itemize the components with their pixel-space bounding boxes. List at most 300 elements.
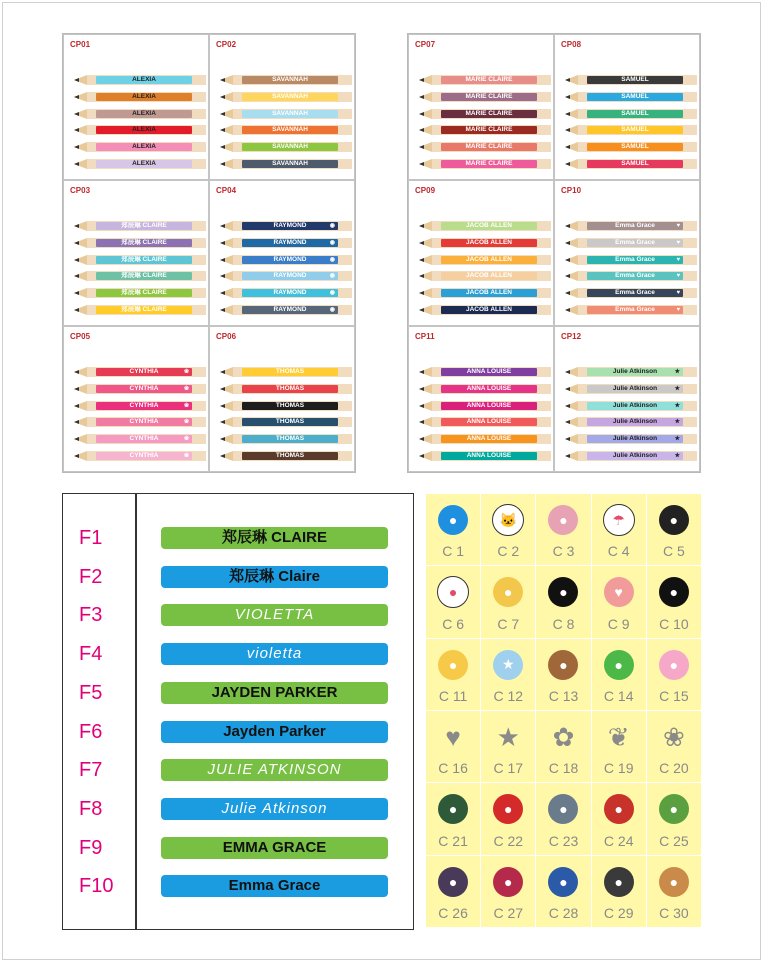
font-sample-bar[interactable]: violetta: [161, 643, 388, 665]
pencil: [220, 367, 352, 377]
pencil-label-icon: ♥: [676, 307, 680, 313]
pencil-name-text: SAVANNAH: [272, 76, 308, 83]
heart-icon: ♥: [445, 721, 461, 752]
pencil-lead: [74, 274, 79, 278]
pencil: [220, 159, 352, 169]
clipart-code: C 27: [493, 905, 524, 921]
clipart-code: C 6: [442, 615, 464, 632]
clipart-item[interactable]: [481, 783, 536, 855]
pencil-name-label: [587, 126, 683, 134]
pencil-name-label: [96, 160, 192, 168]
clipart-code: C 25: [659, 832, 689, 849]
pencil-set-cp03[interactable]: [63, 180, 209, 326]
pencil-set-code: CP03: [70, 186, 91, 195]
pencil: [220, 109, 352, 119]
pencil-label-icon: ★: [674, 453, 680, 459]
clipart-item[interactable]: [647, 856, 702, 928]
pencil-lead: [74, 241, 79, 245]
clipart-code: C 20: [659, 760, 689, 777]
pencil-name-text: RAYMOND: [273, 272, 307, 280]
clipart-item[interactable]: [647, 783, 702, 855]
pencil-name-text: MARIE CLAIRE: [465, 76, 513, 83]
pencil-name-label: [96, 385, 192, 393]
pencil-grid-left: [62, 33, 356, 473]
pencil: [419, 125, 551, 135]
pencil-name-text: SAMUEL: [621, 143, 649, 151]
pencil-name-label: [242, 306, 338, 314]
pencil-name-label: [441, 402, 537, 410]
pencil-lead: [220, 145, 225, 149]
pencil-name-text: Emma Grace: [615, 272, 655, 280]
pencil-lead: [220, 437, 225, 441]
pencil-name-label: [587, 76, 683, 84]
pencil-name-label: [587, 289, 683, 297]
pencil-name-text: RAYMOND: [273, 238, 307, 246]
clipart-item[interactable]: [536, 639, 591, 711]
pencil-lead: [74, 454, 79, 458]
pencil-lead: [74, 112, 79, 116]
pencil: [419, 255, 551, 265]
pencil-lead: [419, 437, 424, 441]
clipart-code: C 2: [497, 543, 520, 560]
pencil-lead: [419, 78, 424, 82]
clipart-code: C 30: [659, 905, 689, 921]
pencil: [74, 92, 206, 102]
pencil-lead: [565, 437, 570, 441]
pencil-lead: [565, 454, 570, 458]
clipart-code: C 18: [548, 760, 579, 777]
font-code: F8: [79, 797, 103, 820]
font-code: F3: [79, 604, 103, 627]
pencil: [74, 384, 206, 394]
pencil: [565, 401, 697, 411]
pencil-name-text: 郑辰琳 CLAIRE: [121, 272, 167, 280]
pencil-lead: [74, 387, 79, 391]
pencil-name-text: ALEXIA: [132, 76, 156, 83]
pencil-set-cp08[interactable]: [554, 34, 700, 180]
pencil-lead: [74, 437, 79, 441]
clipart-code: C 24: [603, 832, 634, 849]
girl-hearts-icon-shape: ♥: [604, 577, 634, 607]
clipart-item[interactable]: [592, 566, 647, 638]
font-sample-row[interactable]: [63, 873, 413, 899]
spiderman-icon-shape: ●: [493, 794, 523, 824]
pencil-lead: [565, 274, 570, 278]
pencil-lead: [565, 387, 570, 391]
pencil-name-label: [242, 272, 338, 280]
doraemon-icon: [437, 504, 469, 536]
pencil-name-text: Julie Atkinson: [612, 384, 658, 392]
clipart-code: C 8: [552, 615, 575, 632]
pencil: [74, 288, 206, 298]
font-sample-bar[interactable]: JAYDEN PARKER: [161, 682, 388, 704]
pencil: [220, 271, 352, 281]
pencil-lead: [565, 308, 570, 312]
pencil: [220, 255, 352, 265]
pencil-label-icon: ❀: [183, 419, 189, 426]
clipart-item[interactable]: [481, 711, 536, 783]
pencil-name-label: [441, 435, 537, 443]
pencil-name-text: Julie Atkinson: [612, 435, 658, 443]
clipart-item[interactable]: [426, 711, 481, 783]
star-icon: ★: [496, 721, 520, 752]
clipart-item[interactable]: [647, 494, 702, 566]
pencil-name-text: ANNA LOUISE: [466, 452, 512, 459]
clipart-item[interactable]: [481, 856, 536, 928]
font-code: F10: [79, 875, 114, 898]
flower-icon: ✿: [552, 721, 575, 752]
thor-icon-shape: ●: [548, 794, 578, 824]
pencil-name-label: [242, 368, 338, 376]
pencil-name-text: JACOB ALLEN: [466, 222, 512, 229]
pencil-lead: [419, 128, 424, 132]
pencil-set-code: CP09: [415, 186, 436, 195]
pencil: [565, 305, 697, 315]
font-sample-row[interactable]: [63, 641, 413, 667]
pencil-name-label: [242, 110, 338, 118]
pencil-lead: [74, 145, 79, 149]
pencil: [565, 75, 697, 85]
pencil-lead: [419, 258, 424, 262]
pencil-name-label: [242, 222, 338, 230]
pencil-lead: [419, 112, 424, 116]
clipart-item[interactable]: [426, 783, 481, 855]
pencil-name-label: [587, 222, 683, 230]
pencil-set-cp11[interactable]: [408, 326, 554, 472]
font-sample-row[interactable]: [63, 680, 413, 706]
pencil-lead: [565, 95, 570, 99]
pencil-set-cp02[interactable]: [209, 34, 355, 180]
pencil-set-code: CP11: [415, 332, 435, 341]
font-sample-bar[interactable]: EMMA GRACE: [161, 837, 388, 859]
pencil-lead: [74, 258, 79, 262]
pencil: [220, 142, 352, 152]
pencil-name-text: CYNTHIA: [129, 368, 159, 375]
pencil-label-icon: ❀: [183, 369, 189, 375]
molang-icon-shape: ●: [437, 576, 469, 608]
pencil: [74, 271, 206, 281]
font-sample-bar[interactable]: Emma Grace: [161, 875, 388, 897]
font-sample-row[interactable]: [63, 835, 413, 861]
pencil-lead: [419, 145, 424, 149]
clipart-item[interactable]: [647, 566, 702, 638]
pencil-name-label: [242, 93, 338, 101]
pencil-lead: [565, 241, 570, 245]
clipart-panel: [426, 494, 702, 928]
pencil-name-text: JACOB ALLEN: [466, 255, 512, 263]
pencil: [565, 109, 697, 119]
pencil-set-cp09[interactable]: [408, 180, 554, 326]
hello-kitty-icon-shape: 🐱: [492, 504, 524, 536]
pencil-set-code: CP06: [216, 332, 237, 341]
clipart-item[interactable]: [592, 711, 647, 783]
pencil-name-label: [587, 272, 683, 280]
pencil-lead: [74, 308, 79, 312]
pencil: [419, 271, 551, 281]
pencil-name-label: [441, 76, 537, 84]
pencil-name-text: CYNTHIA: [129, 435, 159, 443]
pencil: [419, 75, 551, 85]
pencil-name-text: RAYMOND: [273, 222, 307, 229]
clipart-code: C 26: [438, 905, 468, 921]
pencil-name-text: Julie Atkinson: [612, 368, 658, 375]
pencil-name-label: [441, 272, 537, 280]
pencil: [419, 288, 551, 298]
pencil-set-cp04[interactable]: [209, 180, 355, 326]
pencil-set-cp12[interactable]: [554, 326, 700, 472]
pencil-name-text: SAMUEL: [621, 126, 649, 134]
clipart-item[interactable]: [481, 566, 536, 638]
pencil-name-label: [242, 126, 338, 134]
pencil: [565, 271, 697, 281]
pencil-name-label: [242, 385, 338, 393]
my-melody-icon: [658, 649, 690, 681]
clipart-item[interactable]: [647, 711, 702, 783]
font-sample-row[interactable]: [63, 757, 413, 783]
pencil: [74, 417, 206, 427]
pencil-name-label: [96, 435, 192, 443]
pencil-lead: [419, 274, 424, 278]
font-sample-row[interactable]: [63, 719, 413, 745]
hulk-icon: [658, 793, 690, 825]
gudetama-icon-shape: ●: [438, 650, 468, 680]
pencil-set-code: CP10: [561, 186, 582, 195]
pencil-name-label: [242, 239, 338, 247]
pencil-set-cp05[interactable]: [63, 326, 209, 472]
loki-icon: [437, 793, 469, 825]
pencil-name-text: ALEXIA: [132, 126, 156, 134]
clipart-code: C 17: [493, 760, 524, 777]
pencil-lead: [220, 404, 225, 408]
pencil-lead: [565, 112, 570, 116]
pencil-label-icon: ★: [674, 436, 680, 443]
pencil-name-text: THOMAS: [275, 384, 305, 392]
pencil: [565, 384, 697, 394]
pencil-lead: [74, 128, 79, 132]
pencil-name-label: [441, 418, 537, 426]
clipart-code: C 1: [442, 543, 464, 560]
pencil: [419, 401, 551, 411]
font-sample-bar[interactable]: 郑辰琳 CLAIRE: [161, 527, 388, 549]
clipart-code: C 9: [607, 615, 630, 632]
pencil-name-text: CYNTHIA: [129, 401, 159, 409]
pencil-label-icon: ♥: [676, 239, 680, 246]
kuromi-icon: [658, 504, 690, 536]
clipart-item[interactable]: [592, 494, 647, 566]
pencil: [220, 434, 352, 444]
pencil-name-text: SAVANNAH: [272, 160, 308, 167]
clipart-code: C 21: [438, 832, 468, 849]
clipart-item[interactable]: [481, 639, 536, 711]
pencil-set-code: CP12: [561, 332, 582, 341]
font-sample-row[interactable]: [63, 796, 413, 822]
pencil: [74, 142, 206, 152]
pencil-name-label: [96, 289, 192, 297]
pencil: [565, 238, 697, 248]
monkey-icon: [547, 649, 579, 681]
little-twin-stars-icon-shape: ★: [493, 650, 523, 680]
pencil-lead: [220, 387, 225, 391]
pencil: [220, 417, 352, 427]
font-sample-row[interactable]: [63, 525, 413, 551]
rilakkuma-icon: [658, 866, 690, 898]
clipart-code: C 12: [493, 688, 524, 704]
keroppi-icon-shape: ●: [604, 650, 634, 680]
pencil-lead: [220, 274, 225, 278]
cinnamoroll-icon-shape: ☂: [603, 504, 635, 536]
font-sample-row[interactable]: [63, 564, 413, 590]
pencil: [220, 92, 352, 102]
clipart-item[interactable]: [536, 711, 591, 783]
pencil-name-text: SAMUEL: [621, 76, 649, 83]
clipart-item[interactable]: [647, 639, 702, 711]
pencil: [220, 125, 352, 135]
pencil-set-cp01[interactable]: [63, 34, 209, 180]
winter-soldier-icon-shape: ●: [604, 867, 634, 897]
pencil-label-icon: ♥: [676, 290, 680, 297]
pencil-name-text: 郑辰琳 CLAIRE: [121, 222, 167, 229]
font-sample-bar[interactable]: 郑辰琳 Claire: [161, 566, 388, 588]
pencil-label-icon: ★: [674, 369, 680, 375]
pencil-name-text: ANNA LOUISE: [466, 384, 512, 392]
clipart-code: C 19: [603, 760, 634, 777]
pencil: [419, 109, 551, 119]
pencil-label-icon: ◉: [329, 290, 335, 297]
pencil-lead: [220, 291, 225, 295]
pencil-lead: [419, 224, 424, 228]
clipart-code: C 5: [663, 543, 685, 560]
pencil-grid-right: [407, 33, 701, 473]
thor-icon: [547, 793, 579, 825]
pencil-label-icon: ★: [674, 402, 680, 409]
pencil-name-text: SAVANNAH: [272, 126, 308, 134]
pompompurin-icon-shape: ●: [493, 577, 523, 607]
pencil-lead: [220, 308, 225, 312]
pencil-lead: [220, 241, 225, 245]
pencil-name-label: [587, 385, 683, 393]
pencil-set-code: CP05: [70, 332, 91, 341]
clipart-code: C 16: [438, 760, 468, 777]
pencil-lead: [220, 78, 225, 82]
pencil-name-text: 郑辰琳 CLAIRE: [121, 289, 167, 297]
pencil-name-label: [96, 418, 192, 426]
pencil-set-code: CP01: [70, 40, 91, 49]
pencil-lead: [565, 258, 570, 262]
clipart-item[interactable]: [536, 856, 591, 928]
pencil-lead: [220, 95, 225, 99]
pencil-name-text: Emma Grace: [615, 289, 655, 297]
pencil-name-text: JACOB ALLEN: [466, 272, 512, 280]
pencil-set-cp10[interactable]: [554, 180, 700, 326]
pencil-name-text: 郑辰琳 CLAIRE: [121, 238, 167, 246]
pencil-lead: [565, 145, 570, 149]
girl-hearts-icon: [603, 576, 635, 608]
clipart-code: C 4: [607, 543, 630, 560]
pencil-lead: [220, 370, 225, 374]
clipart-code: C 29: [603, 905, 634, 921]
pencil-name-label: [242, 435, 338, 443]
donut-bear-icon-shape: ●: [548, 505, 578, 535]
clipart-item[interactable]: [426, 494, 481, 566]
pencil: [74, 238, 206, 248]
font-sample-row[interactable]: [63, 602, 413, 628]
pencil-name-text: JACOB ALLEN: [466, 306, 512, 313]
pencil-name-text: Julie Atkinson: [612, 401, 658, 409]
clipart-item[interactable]: [536, 494, 591, 566]
pencil-set-cp07[interactable]: [408, 34, 554, 180]
pencil-lead: [565, 162, 570, 166]
pencil: [74, 367, 206, 377]
clipart-item[interactable]: [426, 566, 481, 638]
pencil-lead: [74, 370, 79, 374]
little-twin-stars-icon: [492, 649, 524, 681]
gudetama-icon: [437, 649, 469, 681]
clipart-item[interactable]: [592, 639, 647, 711]
pencil-name-label: [242, 452, 338, 460]
pencil-name-text: SAMUEL: [621, 109, 649, 117]
pencil-lead: [74, 224, 79, 228]
font-sample-bar[interactable]: Julie Atkinson: [161, 798, 388, 820]
spiderman-icon: [492, 793, 524, 825]
pencil-label-icon: ❀: [183, 385, 189, 392]
clipart-item[interactable]: [536, 566, 591, 638]
clipart-item[interactable]: [426, 639, 481, 711]
pencil: [220, 305, 352, 315]
clipart-item[interactable]: [481, 494, 536, 566]
pencil-name-text: Emma Grace: [615, 238, 655, 246]
pencil-lead: [220, 258, 225, 262]
pencil-name-label: [441, 385, 537, 393]
pencil-name-text: ALEXIA: [132, 92, 156, 100]
pencil-name-text: SAVANNAH: [272, 109, 308, 117]
pencil-lead: [565, 128, 570, 132]
hawkeye-icon: [437, 866, 469, 898]
clipart-code: C 28: [548, 905, 579, 921]
pencil: [220, 451, 352, 461]
clipart-item[interactable]: [592, 856, 647, 928]
clipart-item[interactable]: [592, 783, 647, 855]
hello-kitty-icon: [492, 504, 524, 536]
font-sample-bar[interactable]: JULIE ATKINSON: [161, 759, 388, 781]
doraemon-icon-shape: ●: [438, 505, 468, 535]
font-sample-bar[interactable]: VIOLETTA: [161, 604, 388, 626]
pencil: [74, 434, 206, 444]
pencil-lead: [565, 224, 570, 228]
pencil-name-label: [441, 143, 537, 151]
pencil-set-cp06[interactable]: [209, 326, 355, 472]
chococat-icon-shape: ●: [548, 577, 578, 607]
pencil-lead: [74, 162, 79, 166]
pencil-set-code: CP08: [561, 40, 582, 49]
pencil-lead: [74, 291, 79, 295]
pencil-name-label: [242, 289, 338, 297]
pencil-name-text: THOMAS: [275, 401, 305, 409]
pencil-name-label: [441, 110, 537, 118]
pencil: [565, 288, 697, 298]
pencil: [565, 255, 697, 265]
pencil-lead: [220, 162, 225, 166]
clipart-item[interactable]: [536, 783, 591, 855]
pencil-name-text: ANNA LOUISE: [466, 435, 512, 443]
clipart-item[interactable]: [426, 856, 481, 928]
pencil: [419, 384, 551, 394]
pencil-name-label: [587, 435, 683, 443]
pencil-set-code: CP07: [415, 40, 436, 49]
clipart-code: C 23: [548, 832, 579, 849]
font-code: F7: [79, 759, 103, 782]
pencil-name-label: [441, 368, 537, 376]
font-sample-bar[interactable]: Jayden Parker: [161, 721, 388, 743]
